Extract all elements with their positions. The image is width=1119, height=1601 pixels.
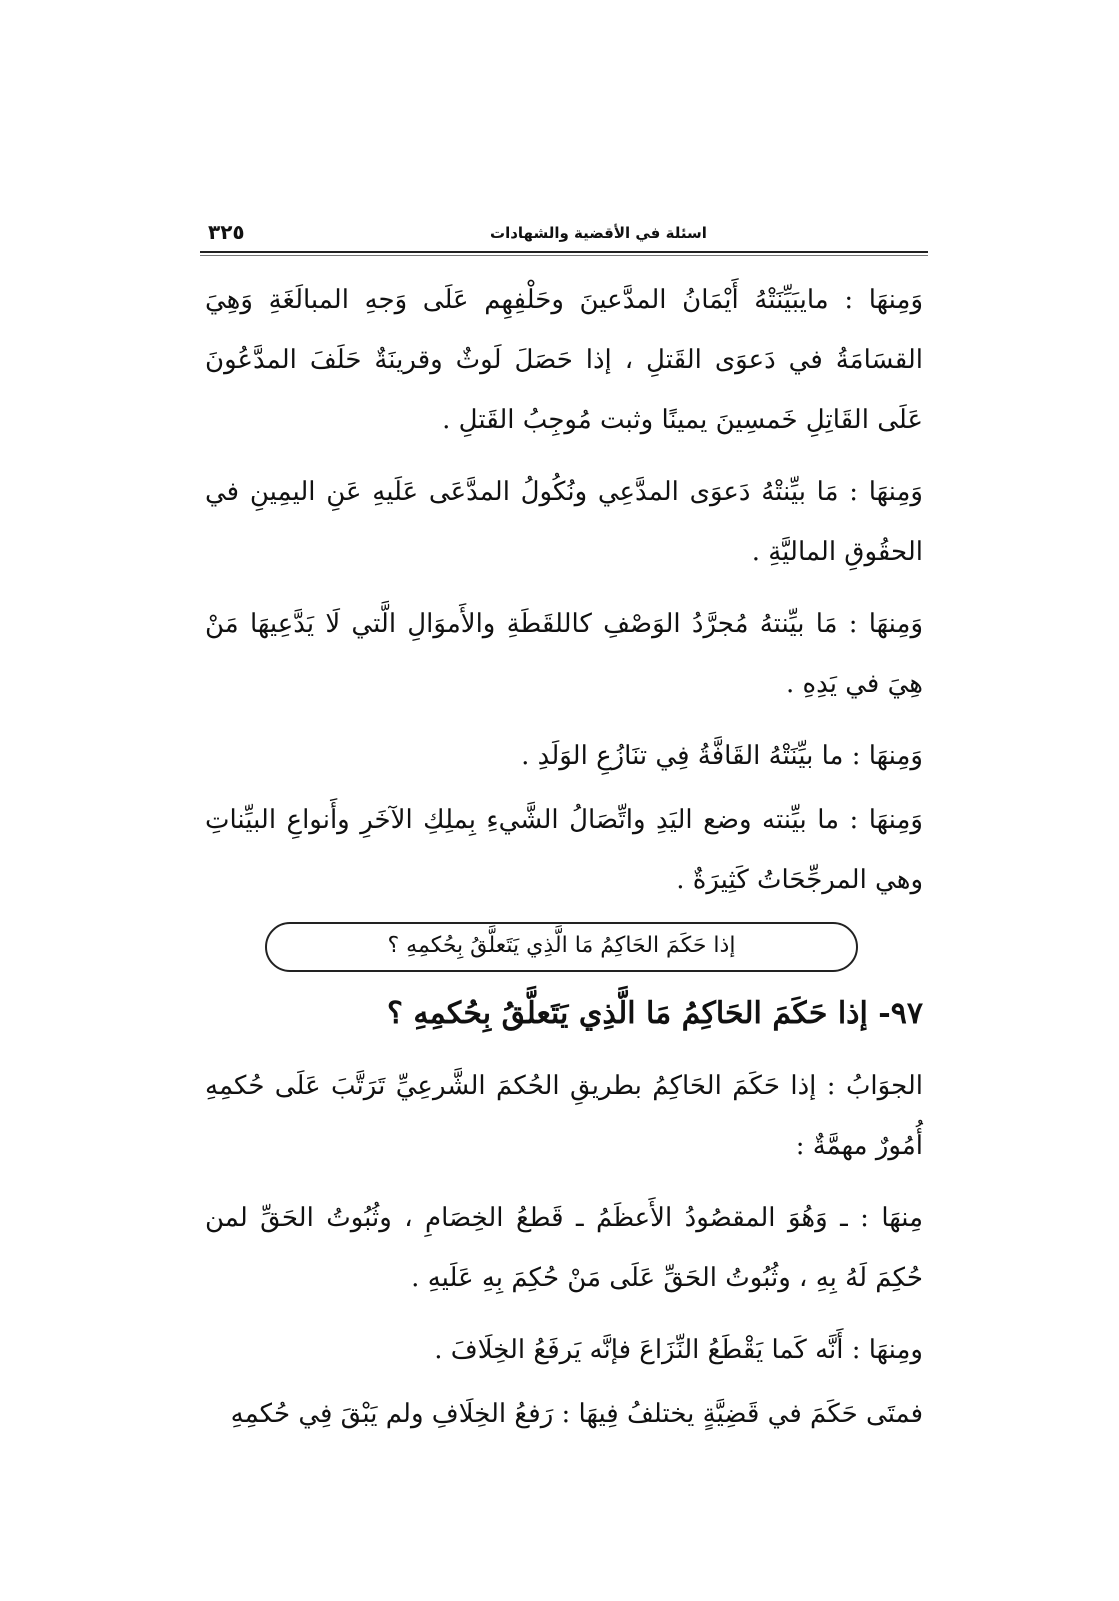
question-heading: ٩٧- إذا حَكَمَ الحَاكِمُ مَا الَّذِي يَتَعلَّقُ بِحُكمِهِ ؟ bbox=[387, 996, 923, 1031]
paragraph-raf-alkhilaf: ومِنهَا : أَنَّه كَما يَقْطَعُ النِّزَاعَ فإنَّه يَرفَعُ الخِلَافَ . bbox=[434, 1335, 923, 1365]
paragraph-answer: الجوَابُ : إذا حَكَمَ الحَاكِمُ بطريقِ الحُكمَ الشَّرعِيِّ تَرَتَّبَ عَلَى حُكمِهِ أُمُورٌ مهمَّةٌ : bbox=[205, 1071, 923, 1161]
paragraph-wasf: وَمِنهَا : مَا بيِّنتهُ مُجرَّدُ الوَصْفِ كاللقَطَةِ والأَموَالِ الَّتي لَا يَدَّعِيهَا مَنْ هِيَ في يَدِهِ . bbox=[205, 609, 923, 699]
paragraph-qat-alkhisam: مِنهَا : ـ وَهُوَ المقصُودُ الأَعظَمُ ـ قَطعُ الخِصَامِ ، وثُبُوتُ الحَقِّ لمن حُكِمَ لَهُ بِهِ ، وثُبُوتُ الحَقِّ عَلَى مَنْ حُكِمَ بِهِ عَلَيهِ . bbox=[205, 1203, 923, 1293]
header-rule-thin bbox=[200, 255, 928, 256]
header-title: اسئلة في الأقضية والشهادات bbox=[490, 224, 707, 242]
paragraph-qasama: وَمِنهَا : مايبَيِّنَتْهُ أَيْمَانُ المدَّعينَ وحَلْفِهِم عَلَى وَجهِ المبالَغَةِ وَهِيَ القسَامَةُ في دَعوَى القَتلِ ، إذا حَصَلَ لَوثٌ وقرينَةٌ حَلَفَ المدَّعُونَ عَلَى القَاتِلِ خَمسِينَ يمينًا وثبت مُوجِبُ القَتلِ . bbox=[205, 285, 923, 435]
paragraph-wad-alyad: وَمِنهَا : ما بيِّنته وضع اليَدِ واتِّصَالُ الشَّيءِ بِملِكِ الآخَرِ وأَنواعِ البيِّناتِ وهي المرجِّحَاتُ كَثِيرَةٌ . bbox=[205, 805, 923, 895]
running-header bbox=[200, 214, 928, 254]
body-text bbox=[205, 270, 923, 1456]
section-heading-box: إذا حَكَمَ الحَاكِمُ مَا الَّذِي يَتَعلَّقُ بِحُكمِهِ ؟ bbox=[265, 922, 858, 972]
page-number: ٣٢٥ bbox=[208, 220, 245, 244]
paragraph-mata-hakama: فمتَى حَكَمَ في قَضِيَّةٍ يختلفُ فِيهَا : رَفعُ الخِلَافِ ولم يَبْقَ فِي حُكمِهِ bbox=[230, 1399, 923, 1429]
header-rule bbox=[200, 251, 928, 253]
paragraph-qafa: وَمِنهَا : ما بيِّنَتْهُ القَافَّةُ فِي تنَازُعِ الوَلَدِ . bbox=[521, 741, 923, 771]
paragraph-nukool: وَمِنهَا : مَا بيِّنتْهُ دَعوَى المدَّعِي ونُكُولُ المدَّعَى عَلَيهِ عَنِ اليمِينِ في الحقُوقِ الماليَّةِ . bbox=[205, 477, 923, 567]
